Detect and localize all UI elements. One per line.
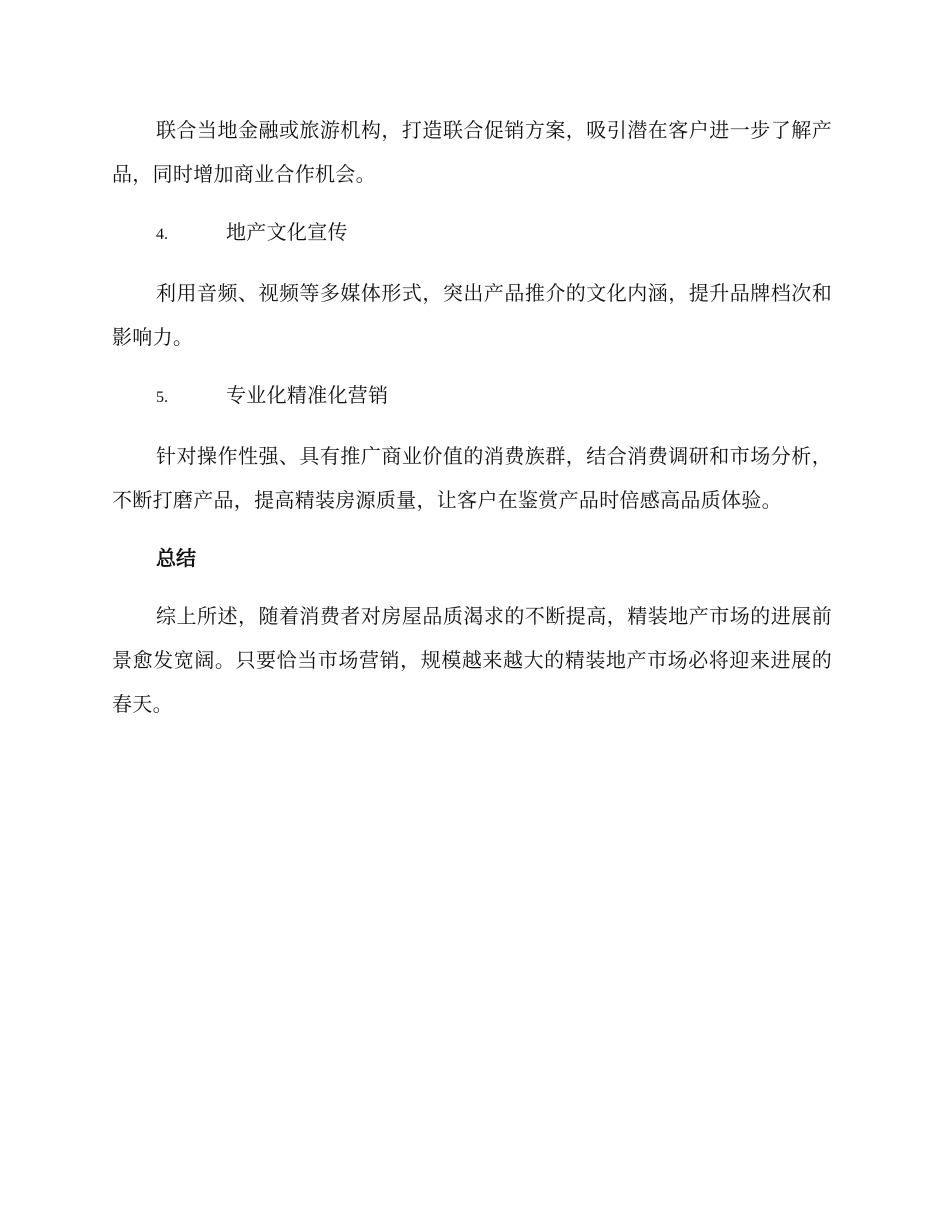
paragraph-joint-promotion: 联合当地金融或旅游机构，打造联合促销方案，吸引潜在客户进一步了解产品，同时增加商业合作机会。 bbox=[112, 118, 832, 186]
paragraph-precision-marketing: 针对操作性强、具有推广商业价值的消费族群，结合消费调研和市场分析，不断打磨产品，提高精装房源质量，让客户在鉴赏产品时倍感高品质体验。 bbox=[112, 444, 832, 512]
list-item-4-number: 4. bbox=[156, 226, 168, 243]
paragraph-culture-promotion: 利用音频、视频等多媒体形式，突出产品推介的文化内涵，提升品牌档次和影响力。 bbox=[112, 281, 832, 349]
list-item-5-number: 5. bbox=[156, 389, 168, 406]
paragraph-summary: 综上所述，随着消费者对房屋品质渴求的不断提高，精装地产市场的进展前景愈发宽阔。只要恰当市场营销，规模越来越大的精装地产市场必将迎来进展的春天。 bbox=[112, 604, 832, 716]
list-item-5-title: 专业化精准化营销 bbox=[226, 383, 389, 407]
document-body bbox=[112, 108, 832, 740]
list-item-4-heading bbox=[112, 210, 832, 257]
summary-heading: 总结 bbox=[156, 546, 196, 570]
list-item-4-title: 地产文化宣传 bbox=[226, 220, 348, 244]
list-item-5-heading bbox=[112, 373, 832, 420]
